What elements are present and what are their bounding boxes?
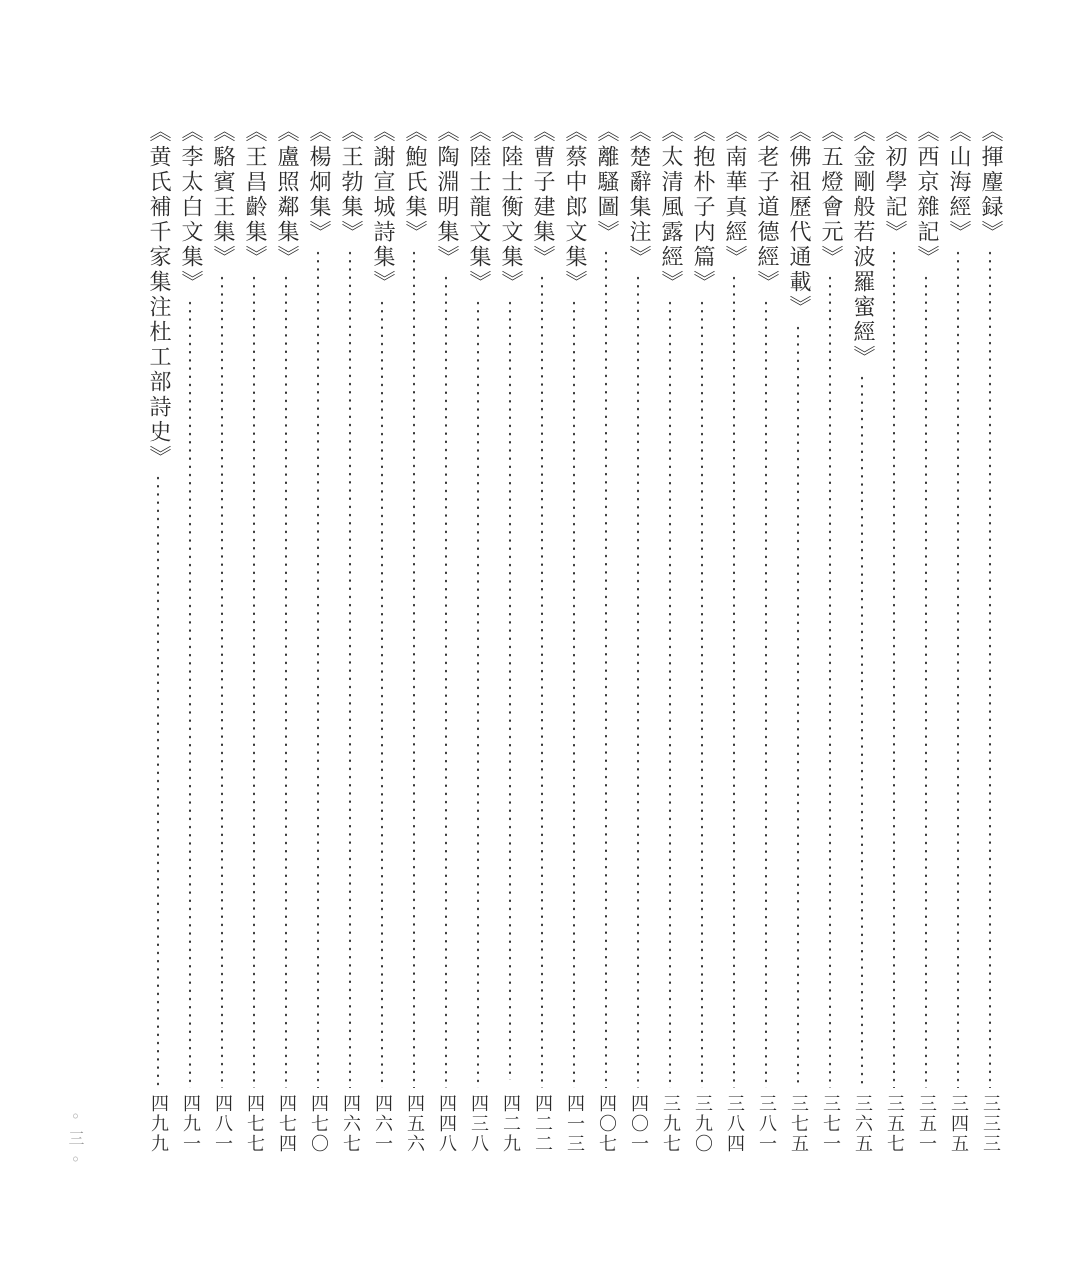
dot-leader xyxy=(509,299,511,1080)
dot-leader xyxy=(221,274,223,1088)
toc-entry[interactable] xyxy=(366,120,398,1160)
entry-page-number: 四七七 xyxy=(244,1094,265,1154)
dot-leader xyxy=(413,249,415,1088)
toc-entry[interactable] xyxy=(334,120,366,1160)
dot-leader xyxy=(701,299,703,1088)
dot-leader xyxy=(797,324,799,1088)
toc-entry[interactable] xyxy=(206,120,238,1160)
entry-title: 《盧照鄰集》 xyxy=(274,120,299,270)
dot-leader xyxy=(317,249,319,1088)
toc-entry[interactable] xyxy=(878,120,910,1160)
entry-title: 《陶淵明集》 xyxy=(434,120,459,270)
toc-entry[interactable] xyxy=(142,120,174,1160)
toc-entry[interactable] xyxy=(526,120,558,1160)
entry-title: 《李太白文集》 xyxy=(178,120,203,295)
entry-page-number: 四三八 xyxy=(468,1094,489,1154)
entry-title: 《王勃集》 xyxy=(338,120,363,245)
entry-page-number: 三八四 xyxy=(724,1094,745,1154)
dot-leader xyxy=(157,474,159,1088)
entry-page-number: 三五一 xyxy=(916,1094,937,1154)
dot-leader xyxy=(349,249,351,1088)
entry-page-number: 四五六 xyxy=(404,1094,425,1154)
toc-entry[interactable] xyxy=(494,120,526,1160)
toc-entry[interactable] xyxy=(974,120,1006,1160)
toc-entry[interactable] xyxy=(686,120,718,1160)
toc-entry[interactable] xyxy=(782,120,814,1160)
entry-title: 《五燈會元》 xyxy=(818,120,843,270)
entry-page-number: 三三三 xyxy=(980,1094,1001,1154)
toc-entry[interactable] xyxy=(718,120,750,1160)
dot-leader xyxy=(957,249,959,1088)
entry-page-number: 三六五 xyxy=(852,1094,873,1154)
entry-title: 《抱朴子内篇》 xyxy=(690,120,715,295)
entry-page-number: 四四八 xyxy=(436,1094,457,1154)
entry-title: 《駱賓王集》 xyxy=(210,120,235,270)
entry-page-number: 四〇七 xyxy=(596,1094,617,1154)
dot-leader xyxy=(637,274,639,1088)
toc-entry[interactable] xyxy=(558,120,590,1160)
toc-entry[interactable] xyxy=(814,120,846,1160)
page-folio: ◦三◦ xyxy=(66,1107,85,1173)
entry-page-number: 四七〇 xyxy=(308,1094,329,1154)
entry-title: 《楚辭集注》 xyxy=(626,120,651,270)
toc-entry[interactable] xyxy=(462,120,494,1160)
entry-page-number: 三七一 xyxy=(820,1094,841,1154)
entry-page-number: 三八一 xyxy=(756,1094,777,1154)
entry-page-number: 三九七 xyxy=(660,1094,681,1154)
toc-entry[interactable] xyxy=(622,120,654,1160)
toc-entry[interactable] xyxy=(238,120,270,1160)
entry-title: 《陸士衡文集》 xyxy=(498,120,523,295)
entry-title: 《楊炯集》 xyxy=(306,120,331,245)
entry-page-number: 四〇一 xyxy=(628,1094,649,1154)
entry-title: 《山海經》 xyxy=(946,120,971,245)
dot-leader xyxy=(669,299,671,1088)
entry-title: 《老子道德經》 xyxy=(754,120,779,295)
dot-leader xyxy=(253,274,255,1088)
dot-leader xyxy=(861,374,863,1088)
entry-page-number: 四九一 xyxy=(180,1094,201,1154)
entry-page-number: 三五七 xyxy=(884,1094,905,1154)
toc-entry[interactable] xyxy=(750,120,782,1160)
entry-title: 《曹子建集》 xyxy=(530,120,555,270)
toc-entry[interactable] xyxy=(270,120,302,1160)
entry-page-number: 三七五 xyxy=(788,1094,809,1154)
entry-title: 《太清風露經》 xyxy=(658,120,683,295)
toc-entry[interactable] xyxy=(398,120,430,1160)
toc-entry[interactable] xyxy=(846,120,878,1160)
dot-leader xyxy=(189,299,191,1088)
entry-title: 《鮑氏集》 xyxy=(402,120,427,245)
entry-title: 《蔡中郎文集》 xyxy=(562,120,587,295)
entry-page-number: 四二九 xyxy=(500,1094,521,1154)
entry-title: 《王昌齡集》 xyxy=(242,120,267,270)
table-of-contents xyxy=(142,120,1006,1160)
dot-leader xyxy=(733,274,735,1088)
entry-title: 《謝宣城詩集》 xyxy=(370,120,395,295)
dot-leader xyxy=(989,249,991,1088)
toc-entry[interactable] xyxy=(430,120,462,1160)
entry-page-number: 三九〇 xyxy=(692,1094,713,1154)
entry-page-number: 四九九 xyxy=(148,1094,169,1154)
entry-page-number: 四二二 xyxy=(532,1094,553,1154)
dot-leader xyxy=(445,274,447,1088)
dot-leader xyxy=(925,274,927,1088)
dot-leader xyxy=(573,299,575,1088)
toc-entry[interactable] xyxy=(910,120,942,1160)
entry-page-number: 四八一 xyxy=(212,1094,233,1154)
dot-leader xyxy=(765,299,767,1088)
entry-title: 《佛祖歷代通載》 xyxy=(786,120,811,320)
toc-entry[interactable] xyxy=(942,120,974,1160)
dot-leader xyxy=(477,299,479,1088)
entry-page-number: 四一三 xyxy=(564,1094,585,1154)
toc-entry[interactable] xyxy=(174,120,206,1160)
toc-entry[interactable] xyxy=(302,120,334,1160)
entry-page-number: 三四五 xyxy=(948,1094,969,1154)
toc-entry[interactable] xyxy=(654,120,686,1160)
entry-title: 《陸士龍文集》 xyxy=(466,120,491,295)
dot-leader xyxy=(285,274,287,1088)
entry-title: 《黄氏補千家集注杜工部詩史》 xyxy=(146,120,171,470)
dot-leader xyxy=(605,249,607,1088)
entry-title: 《西京雜記》 xyxy=(914,120,939,270)
entry-title: 《離騷圖》 xyxy=(594,120,619,245)
entry-title: 《金剛般若波羅蜜經》 xyxy=(850,120,875,370)
dot-leader xyxy=(541,274,543,1088)
entry-page-number: 四七四 xyxy=(276,1094,297,1154)
entry-page-number: 四六一 xyxy=(372,1094,393,1154)
dot-leader xyxy=(829,274,831,1088)
dot-leader xyxy=(893,249,895,1088)
entry-title: 《揮麈録》 xyxy=(978,120,1003,245)
entry-title: 《南華真經》 xyxy=(722,120,747,270)
dot-leader xyxy=(381,299,383,1088)
entry-title: 《初學記》 xyxy=(882,120,907,245)
toc-entry[interactable] xyxy=(590,120,622,1160)
entry-page-number: 四六七 xyxy=(340,1094,361,1154)
